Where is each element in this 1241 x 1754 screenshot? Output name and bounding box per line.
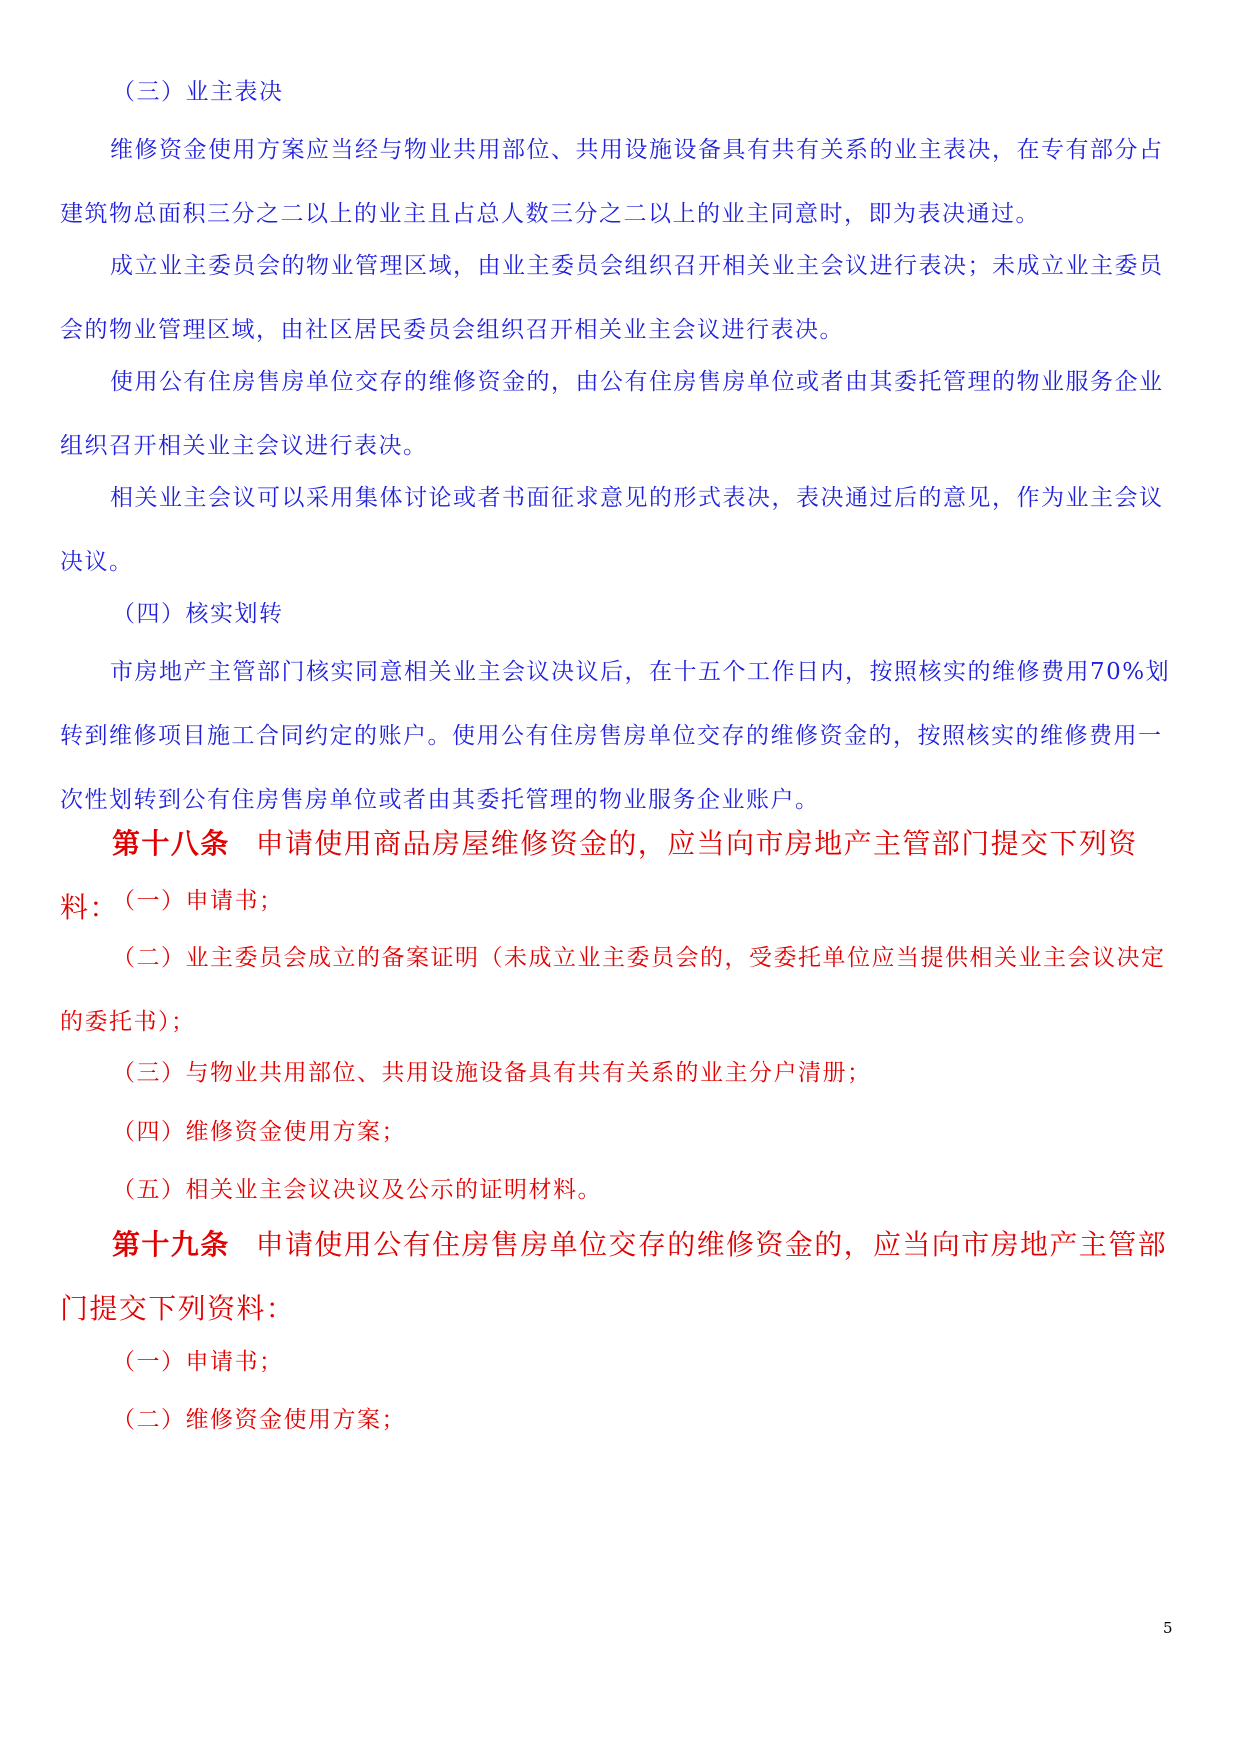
paragraph-vote-form: 相关业主会议可以采用集体讨论或者书面征求意见的形式表决，表决通过后的意见，作为业主会议决议。 xyxy=(60,485,1164,575)
article-18-item-5: （五）相关业主会议决议及公示的证明材料。 xyxy=(112,1177,602,1203)
section-heading-owner-vote: （三）业主表决 xyxy=(112,79,284,105)
article-18-item-1: （一）申请书； xyxy=(112,888,284,914)
article-19-item-1: （一）申请书； xyxy=(112,1349,284,1375)
paragraph-public-housing-vote: 使用公有住房售房单位交存的维修资金的，由公有住房售房单位或者由其委托管理的物业服务企业组织召开相关业主会议进行表决。 xyxy=(60,369,1164,459)
article-18-text: 申请使用商品房屋维修资金的，应当向市房地产主管部门提交下列资料： xyxy=(60,827,1138,924)
article-19-heading: 第十九条 xyxy=(112,1228,230,1261)
article-19 xyxy=(60,1213,1182,1341)
section-heading-verify-transfer: （四）核实划转 xyxy=(112,601,284,627)
article-19-item-2: （二）维修资金使用方案； xyxy=(112,1407,406,1433)
article-18 xyxy=(60,812,1182,940)
article-18-item-3: （三）与物业共用部位、共用设施设备具有共有关系的业主分户清册； xyxy=(112,1060,872,1086)
paragraph-vote-approval: 维修资金使用方案应当经与物业共用部位、共用设施设备具有共有关系的业主表决，在专有部分占建筑物总面积三分之二以上的业主且占总人数三分之二以上的业主同意时，即为表决通过。 xyxy=(60,137,1164,227)
article-18-heading: 第十八条 xyxy=(112,827,230,860)
page-number: 5 xyxy=(1163,1619,1173,1637)
paragraph-vote-organizer: 成立业主委员会的物业管理区域，由业主委员会组织召开相关业主会议进行表决；未成立业主委员会的物业管理区域，由社区居民委员会组织召开相关业主会议进行表决。 xyxy=(60,253,1164,343)
paragraph-verify-transfer: 市房地产主管部门核实同意相关业主会议决议后，在十五个工作日内，按照核实的维修费用70%划转到维修项目施工合同约定的账户。使用公有住房售房单位交存的维修资金的，按照核实的维修费用一次性划转到公有住房售房单位或者由其委托管理的物业服务企业账户。 xyxy=(60,659,1171,813)
article-19-text: 申请使用公有住房售房单位交存的维修资金的，应当向市房地产主管部门提交下列资料： xyxy=(60,1228,1168,1325)
article-18-item-2: （二）业主委员会成立的备案证明（未成立业主委员会的，受委托单位应当提供相关业主会议决定的委托书）； xyxy=(60,945,1166,1035)
article-18-item-4: （四）维修资金使用方案； xyxy=(112,1119,406,1145)
